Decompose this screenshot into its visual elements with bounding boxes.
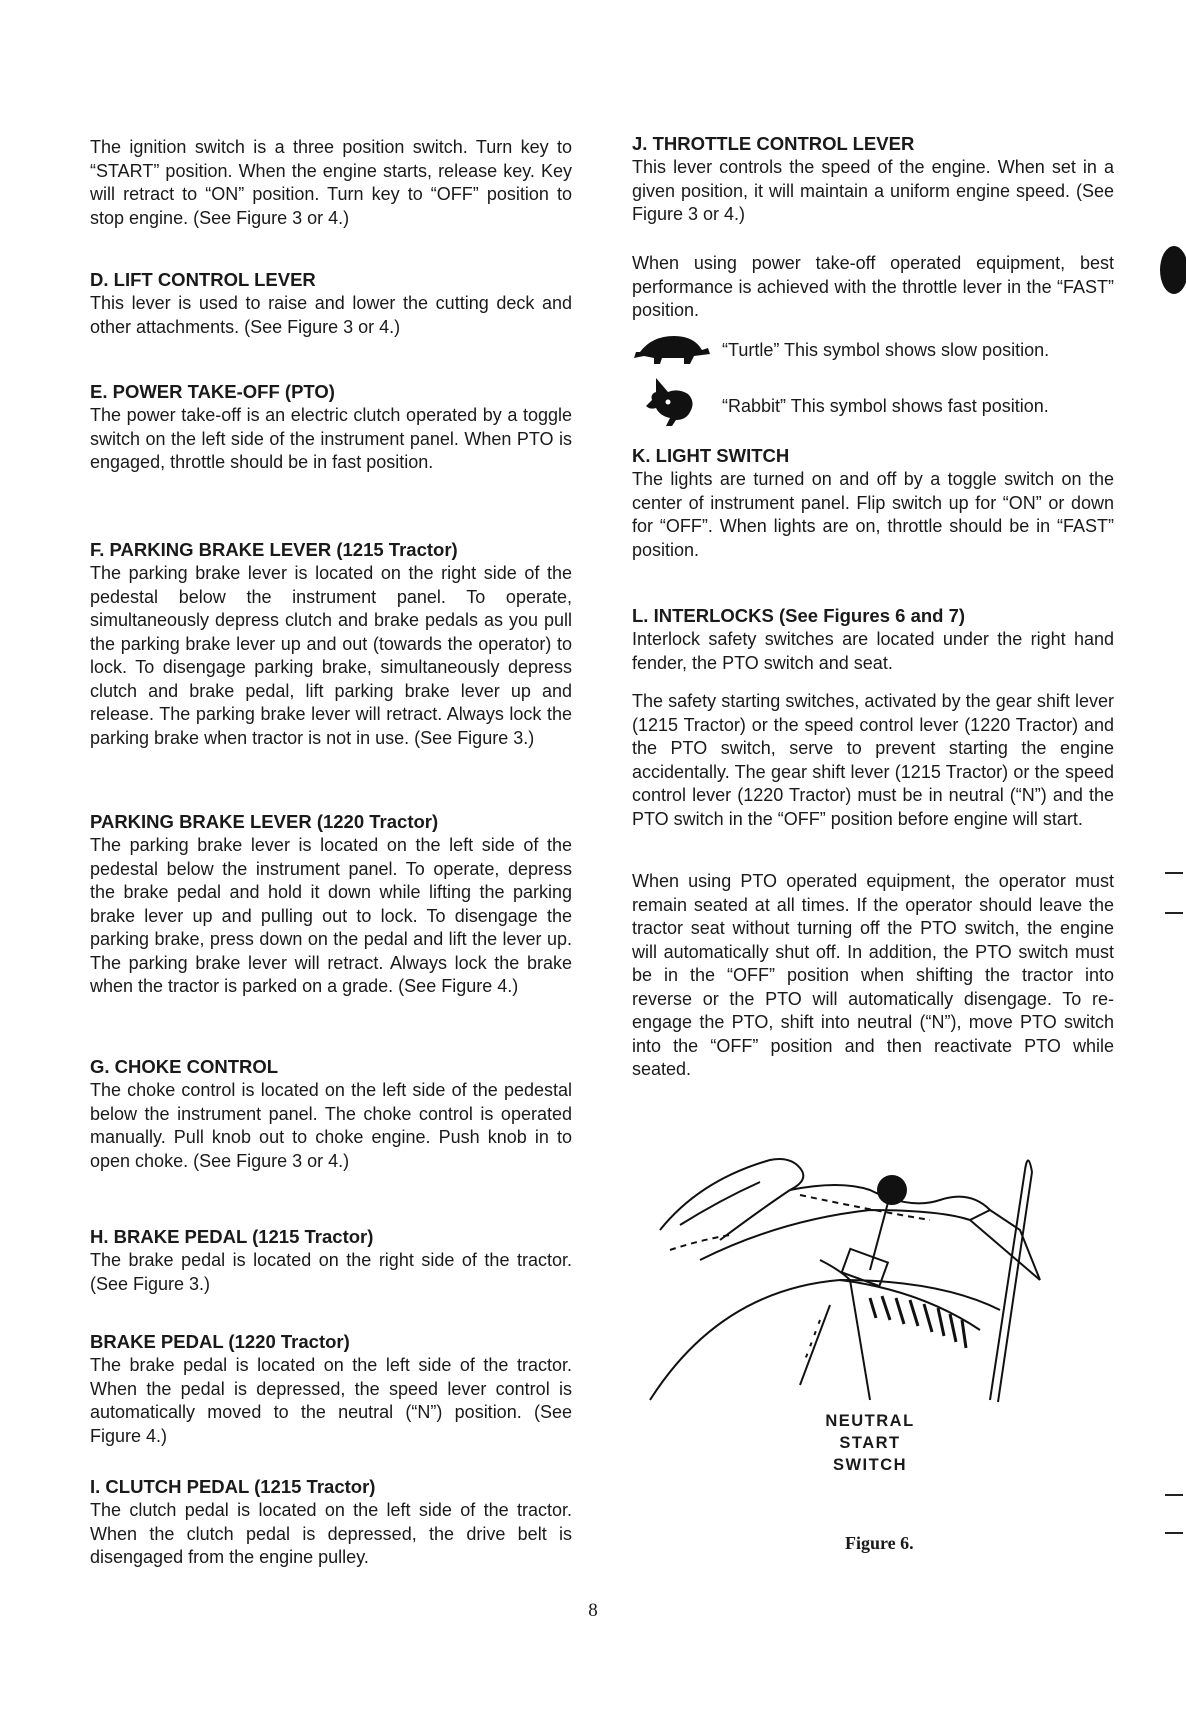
rabbit-symbol-row xyxy=(632,376,1114,428)
rabbit-text: “Rabbit” This symbol shows fast position. xyxy=(722,396,1049,416)
margin-mark xyxy=(1165,872,1183,874)
section-heading: F. PARKING BRAKE LEVER (1215 Tractor) xyxy=(90,539,458,560)
section-brake-pedal-1215 xyxy=(90,1225,572,1296)
section-heading: D. LIFT CONTROL LEVER xyxy=(90,269,316,290)
section-text: The choke control is located on the left side of the pedestal below the instrument panel. The choke control is operated manually. Pull knob out to choke engine. Push knob in to open choke. (See Figure 3 or 4.) xyxy=(90,1080,572,1171)
section-clutch-pedal-1215 xyxy=(90,1475,572,1570)
section-throttle-control xyxy=(632,132,1114,227)
page-number: 8 xyxy=(588,1600,598,1621)
section-parking-brake-1215 xyxy=(90,538,572,750)
section-text: This lever controls the speed of the engine. When set in a given position, it will maintain a uniform engine speed. (See Figure 3 or 4.) xyxy=(632,157,1114,224)
section-heading: PARKING BRAKE LEVER (1220 Tractor) xyxy=(90,811,439,832)
margin-mark xyxy=(1165,912,1183,914)
section-heading: E. POWER TAKE-OFF (PTO) xyxy=(90,381,335,402)
section-heading: K. LIGHT SWITCH xyxy=(632,445,790,466)
section-text: Interlock safety switches are located under the right hand fender, the PTO switch and seat. xyxy=(632,629,1114,673)
section-text: The lights are turned on and off by a toggle switch on the center of instrument panel. Flip switch up for “ON” or down for “OFF”. When lights are on, throttle should be in “FAST” position. xyxy=(632,469,1114,560)
margin-mark xyxy=(1165,1494,1183,1496)
section-heading: G. CHOKE CONTROL xyxy=(90,1056,279,1077)
binder-hole-mark xyxy=(1160,246,1186,294)
section-heading: BRAKE PEDAL (1220 Tractor) xyxy=(90,1331,350,1352)
figure-6 xyxy=(640,1120,1120,1560)
throttle-pto-paragraph: When using power take-off operated equipment, best performance is achieved with the throttle lever in the “FAST” position. xyxy=(632,253,1114,320)
section-heading: H. BRAKE PEDAL (1215 Tractor) xyxy=(90,1226,374,1247)
interlock-paragraph-2: The safety starting switches, activated by the gear shift lever (1215 Tractor) or the speed control lever (1220 Tractor) and the PTO switch, serve to prevent starting the engine accidentally. The gear shift lever (1215 Tractor) or the speed control lever (1220 Tractor) must be in neutral (“N”) and the PTO switch in the “OFF” position before engine will start. xyxy=(632,691,1114,829)
section-text: The parking brake lever is located on the right side of the pedestal below the instrument panel. To operate, simultaneously depress clutch and brake pedals as you pull the parking brake lever up and out (towards the operator) to lock. To disengage parking brake, simultaneously depress clutch and brake pedal, lift parking brake lever up and release. The parking brake lever will retract. Always lock the parking brake when tractor is not in use. (See Figure 3.) xyxy=(90,563,572,748)
neutral-start-switch-label: NEUTRAL START SWITCH xyxy=(825,1412,915,1474)
section-brake-pedal-1220 xyxy=(90,1330,572,1448)
neutral-start-switch-illustration xyxy=(640,1120,1120,1420)
section-interlocks xyxy=(632,604,1114,675)
figure-caption: Figure 6. xyxy=(845,1533,914,1553)
section-text: The power take-off is an electric clutch operated by a toggle switch on the left side of the instrument panel. When PTO is engaged, throttle should be in fast position. xyxy=(90,405,572,472)
section-text: The brake pedal is located on the left side of the tractor. When the pedal is depressed, the speed lever control is automatically moved to the neutral (“N”) position. (See Figure 4.) xyxy=(90,1355,572,1446)
section-text: This lever is used to raise and lower the cutting deck and other attachments. (See Figure 3 or 4.) xyxy=(90,293,572,337)
rabbit-icon xyxy=(642,376,706,428)
section-heading: J. THROTTLE CONTROL LEVER xyxy=(632,133,915,154)
margin-mark xyxy=(1165,1532,1183,1534)
turtle-symbol-row xyxy=(632,330,1114,370)
section-light-switch xyxy=(632,444,1114,562)
turtle-icon xyxy=(632,330,712,370)
section-lift-control xyxy=(90,268,572,339)
section-text: The clutch pedal is located on the left side of the tractor. When the clutch pedal is depressed, the drive belt is disengaged from the engine pulley. xyxy=(90,1500,572,1567)
turtle-text: “Turtle” This symbol shows slow position. xyxy=(722,340,1050,360)
section-choke-control xyxy=(90,1055,572,1173)
section-heading: I. CLUTCH PEDAL (1215 Tractor) xyxy=(90,1476,376,1497)
ignition-paragraph: The ignition switch is a three position switch. Turn key to “START” position. When the engine starts, release key. Key will retract to “ON” position. Turn key to “OFF” position to stop engine. (See Figure 3 or 4.) xyxy=(90,137,572,228)
section-text: The brake pedal is located on the right side of the tractor. (See Figure 3.) xyxy=(90,1250,572,1294)
section-pto xyxy=(90,380,572,475)
section-heading: L. INTERLOCKS (See Figures 6 and 7) xyxy=(632,605,966,626)
interlock-paragraph-3: When using PTO operated equipment, the operator must remain seated at all times. If the operator should leave the tractor seat without turning off the PTO switch, the engine will automatically shut off. In addition, the PTO switch must be in the “OFF” position when shifting the tractor into reverse or the PTO will automatically disengage. To re-engage the PTO, shift into neutral (“N”), move PTO switch into the “OFF” position and then reactivate PTO while seated. xyxy=(632,871,1114,1079)
section-text: The parking brake lever is located on the left side of the pedestal below the instrument panel. To operate, depress the brake pedal and hold it down while lifting the parking brake lever up and pulling out to lock. To disengage the parking brake, press down on the pedal and lift the lever up. The parking brake lever will retract. Always lock the brake when the tractor is parked on a grade. (See Figure 4.) xyxy=(90,835,572,996)
section-parking-brake-1220 xyxy=(90,810,572,999)
